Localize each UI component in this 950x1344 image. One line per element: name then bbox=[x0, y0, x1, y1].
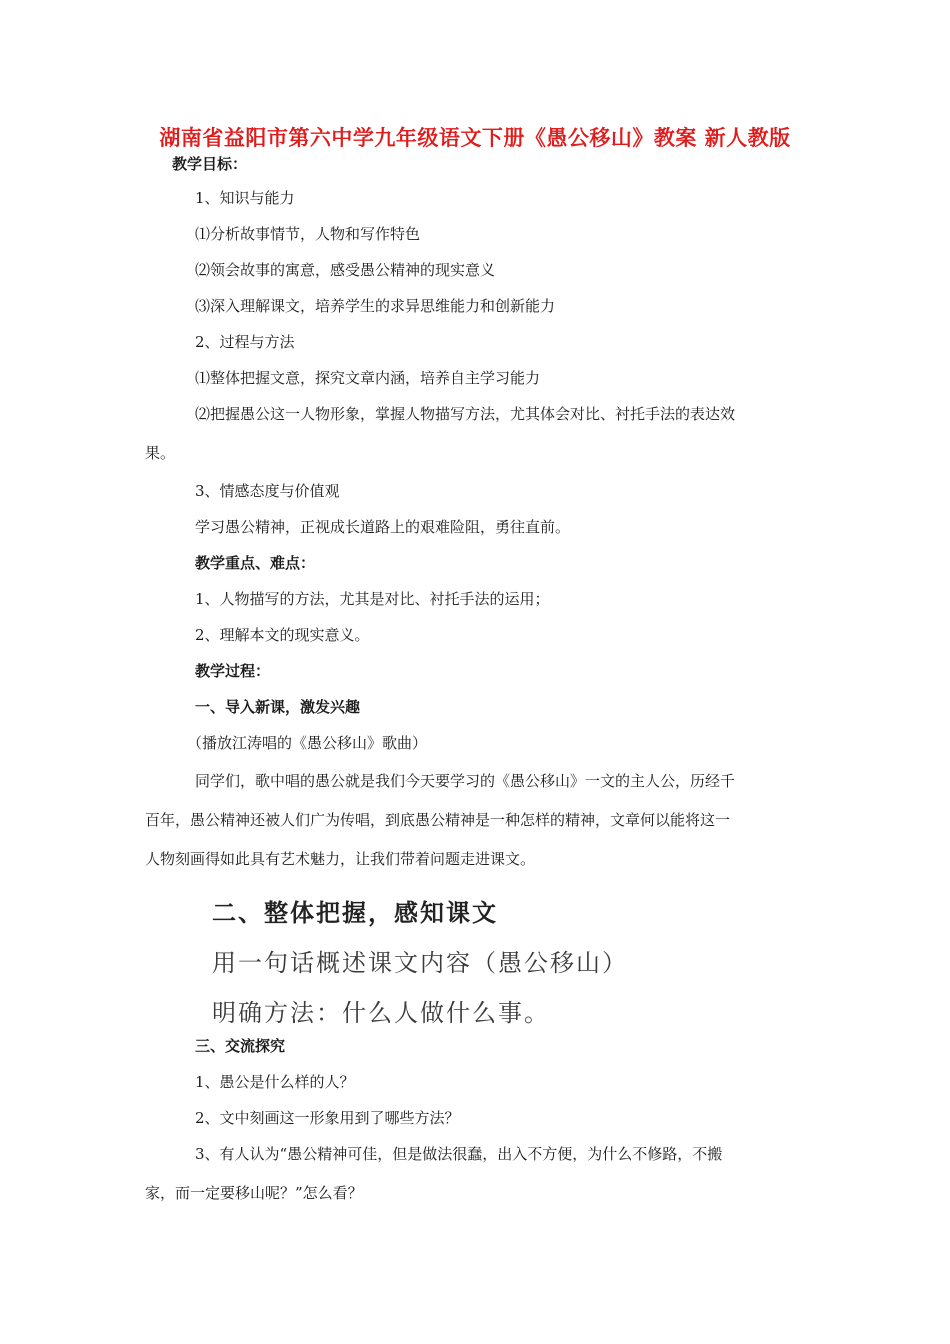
image-line-method: 明确方法：什么人做什么事。 bbox=[212, 999, 550, 1027]
section1-para-line1: 同学们，歌中唱的愚公就是我们今天要学习的《愚公移山》一文的主人公，历经千 bbox=[195, 772, 736, 790]
objectives-heading: 教学目标： bbox=[172, 155, 248, 173]
image-line-heading: 二、整体把握，感知课文 bbox=[212, 899, 498, 927]
question-1: 1、愚公是什么样的人？ bbox=[195, 1073, 355, 1091]
section3-heading: 三、交流探究 bbox=[195, 1037, 286, 1055]
obj1-item-1: ⑴分析故事情节，人物和写作特色 bbox=[195, 225, 421, 243]
document-title: 湖南省益阳市第六中学九年级语文下册《愚公移山》教案 新人教版 bbox=[159, 126, 791, 150]
obj3-item-1: 学习愚公精神，正视成长道路上的艰难险阻，勇往直前。 bbox=[195, 518, 571, 536]
process-heading: 教学过程： bbox=[195, 662, 271, 680]
image-line-summary: 用一句话概述课文内容（愚公移山） bbox=[212, 949, 628, 977]
question-2: 2、文中刻画这一形象用到了哪些方法？ bbox=[195, 1109, 460, 1127]
obj2-heading: 2、过程与方法 bbox=[195, 333, 295, 351]
section1-note: （播放江涛唱的《愚公移山》歌曲） bbox=[187, 734, 428, 752]
obj3-heading: 3、情感态度与价值观 bbox=[195, 482, 340, 500]
key-point-2: 2、理解本文的现实意义。 bbox=[195, 626, 370, 644]
obj1-heading: 1、知识与能力 bbox=[195, 189, 295, 207]
obj2-item-2-line2: 果。 bbox=[145, 444, 176, 462]
question-3-line2: 家，而一定要移山呢？”怎么看？ bbox=[145, 1184, 363, 1202]
obj2-item-2-line1: ⑵把握愚公这一人物形象，掌握人物描写方法，尤其体会对比、衬托手法的表达效 bbox=[195, 405, 736, 423]
obj2-item-1: ⑴整体把握文意，探究文章内涵，培养自主学习能力 bbox=[195, 369, 541, 387]
question-3-line1: 3、有人认为“愚公精神可佳，但是做法很蠢，出入不方便，为什么不修路，不搬 bbox=[195, 1145, 723, 1163]
key-point-1: 1、人物描写的方法，尤其是对比、衬托手法的运用； bbox=[195, 590, 550, 608]
obj1-item-2: ⑵领会故事的寓意，感受愚公精神的现实意义 bbox=[195, 261, 496, 279]
section1-para-line3: 人物刻画得如此具有艺术魅力，让我们带着问题走进课文。 bbox=[145, 850, 536, 868]
obj1-item-3: ⑶深入理解课文，培养学生的求异思维能力和创新能力 bbox=[195, 297, 556, 315]
key-points-heading: 教学重点、难点： bbox=[195, 554, 316, 572]
section1-para-line2: 百年，愚公精神还被人们广为传唱，到底愚公精神是一种怎样的精神，文章何以能将这一 bbox=[145, 811, 731, 829]
section1-heading: 一、导入新课，激发兴趣 bbox=[195, 698, 361, 716]
